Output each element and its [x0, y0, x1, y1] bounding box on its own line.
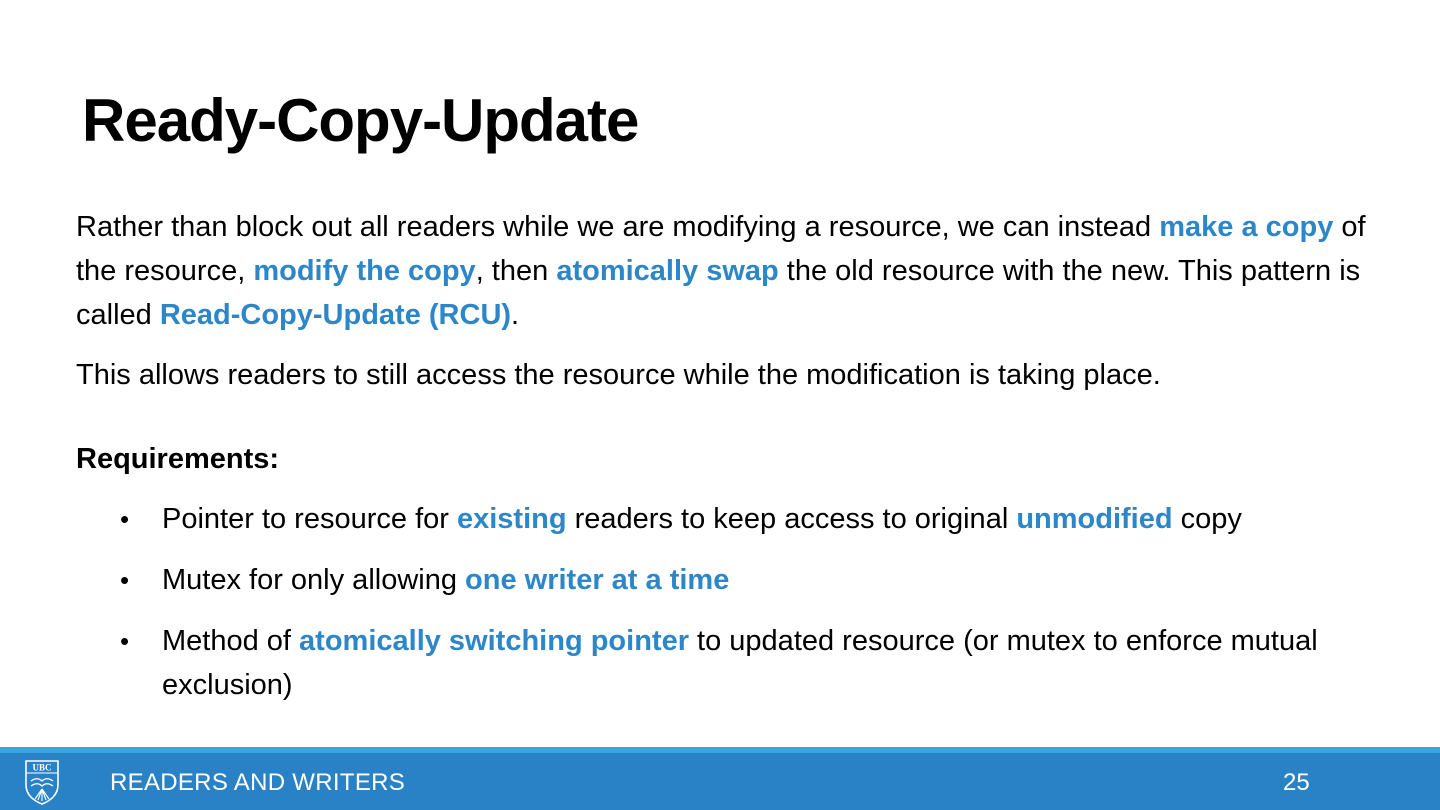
requirement-item-mutex — [76, 558, 1376, 602]
requirement-item-atomic-switch — [76, 619, 1376, 707]
bullet-icon: • — [120, 504, 130, 534]
readers-paragraph: This allows readers to still access the resource while the modification is taking place. — [76, 359, 1161, 391]
slide-body — [76, 205, 1376, 707]
intro-text: , then — [475, 255, 557, 287]
highlight-unmodified: unmodified — [1016, 503, 1173, 535]
requirement-text: to updated resource (or mutex to enforce mutual exclusion) — [162, 625, 1318, 701]
highlight-atomically-swap: atomically swap — [556, 255, 779, 287]
highlight-make-a-copy: make a copy — [1159, 211, 1334, 243]
highlight-atomic-switching: atomically switching pointer — [299, 625, 689, 657]
requirement-text: Pointer to resource for — [162, 503, 457, 535]
requirements-list — [76, 497, 1376, 707]
slide-title: Ready-Copy-Update — [82, 87, 639, 154]
footer-section-title: READERS AND WRITERS — [110, 769, 406, 796]
logo-text: UBC — [32, 762, 52, 773]
highlight-existing: existing — [456, 503, 567, 535]
highlight-one-writer: one writer at a time — [465, 564, 730, 596]
intro-text: of the resource, — [76, 211, 1366, 287]
intro-paragraph — [76, 205, 1376, 337]
requirement-text: readers to keep access to original — [566, 503, 1017, 535]
footer-divider — [0, 747, 1440, 753]
slide-number: 25 — [1283, 769, 1310, 796]
intro-text: Rather than block out all readers while we are modifying a resource, we can instead — [76, 211, 1160, 243]
ubc-crest-icon — [24, 759, 60, 805]
requirement-text: Method of — [162, 625, 300, 657]
footer-bar — [0, 747, 1440, 810]
intro-text: . — [511, 299, 520, 331]
bullet-icon: • — [120, 565, 130, 595]
requirement-text: Mutex for only allowing — [162, 564, 466, 596]
intro-text: the old resource with the new. This pattern is called — [76, 255, 1361, 331]
highlight-rcu-name: Read-Copy-Update (RCU) — [159, 299, 512, 331]
highlight-modify-the-copy: modify the copy — [253, 255, 476, 287]
bullet-icon: • — [120, 626, 130, 656]
requirement-text: copy — [1172, 503, 1242, 535]
requirement-item-pointer — [76, 497, 1376, 541]
requirements-heading: Requirements: — [76, 443, 280, 475]
